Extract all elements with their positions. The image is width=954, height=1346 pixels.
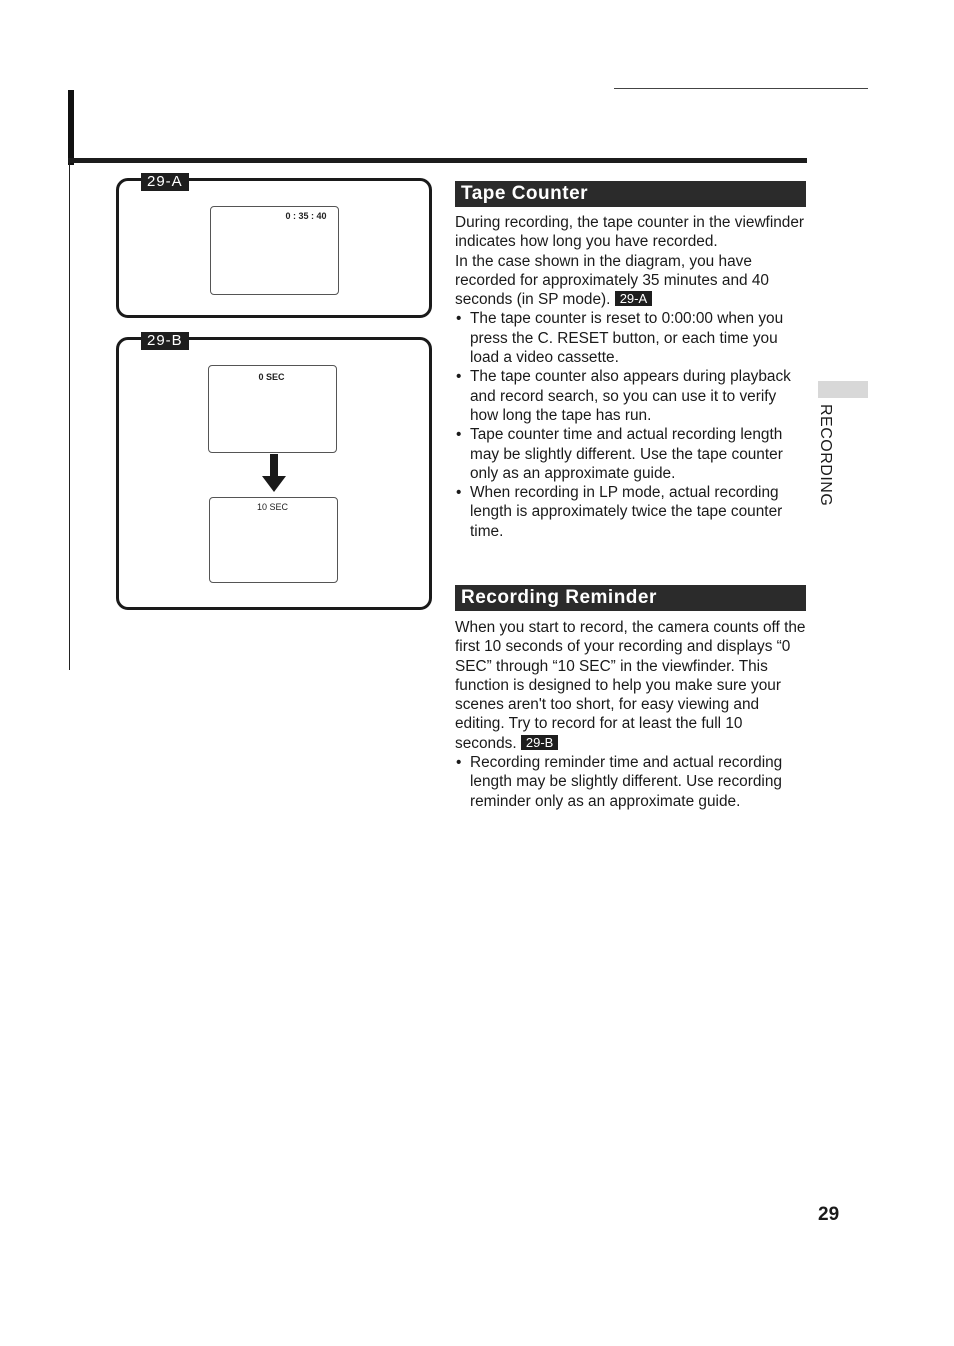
tape-counter-readout: 0 : 35 : 40	[285, 211, 327, 221]
top-right-rule	[614, 88, 868, 89]
figure-29b-panel	[116, 337, 432, 610]
chapter-tab-marker	[818, 381, 868, 398]
list-item: • Recording reminder time and actual recording length may be slightly different. Use recording reminder only as an approximate guide.	[455, 753, 807, 811]
viewfinder-screen	[210, 206, 339, 295]
viewfinder-screen-end	[209, 497, 338, 583]
list-item: • The tape counter also appears during playback and record search, so you can use it to verify how long the tape has run.	[455, 367, 807, 425]
list-item: • When recording in LP mode, actual recording length is approximately twice the tape counter time.	[455, 483, 807, 541]
recording-reminder-body: When you start to record, the camera counts off the first 10 seconds of your recording and displays “0 SEC” through “10 SEC” in the viewfinder. This function is designed to help you make sure your scenes aren't too short, for easy viewing and editing. Try to record for at least the full 10 seconds. 29-B	[455, 619, 806, 752]
tape-counter-notes	[455, 309, 807, 541]
tape-counter-intro: During recording, the tape counter in the viewfinder indicates how long you have recorded.	[455, 214, 805, 251]
viewfinder-screen-start	[208, 365, 337, 453]
tape-counter-section	[455, 213, 807, 541]
header-rule	[68, 158, 807, 163]
reminder-end-readout: 10 SEC	[256, 502, 289, 512]
figure-29b-tag: 29-B	[141, 332, 189, 350]
chapter-side-label: RECORDING	[817, 404, 834, 507]
tape-counter-heading: Tape Counter	[455, 181, 806, 207]
page-number: 29	[818, 1204, 840, 1225]
left-margin-bar	[68, 90, 74, 165]
figure-ref-29b: 29-B	[521, 735, 558, 750]
figure-29a-tag: 29-A	[141, 173, 189, 191]
recording-reminder-heading: Recording Reminder	[455, 585, 806, 611]
tape-counter-example: In the case shown in the diagram, you have recorded for approximately 35 minutes and 40 seconds (in SP mode). 29-A	[455, 252, 769, 309]
down-arrow-icon	[262, 454, 286, 494]
recording-reminder-notes	[455, 753, 807, 811]
left-margin-line	[69, 160, 70, 670]
reminder-start-readout: 0 SEC	[258, 372, 285, 382]
list-item: • The tape counter is reset to 0:00:00 when you press the C. RESET button, or each time you load a video cassette.	[455, 309, 807, 367]
figure-ref-29a: 29-A	[615, 291, 652, 306]
list-item: • Tape counter time and actual recording length may be slightly different. Use the tape counter only as an approximate guide.	[455, 425, 807, 483]
figure-29a-panel	[116, 178, 432, 318]
recording-reminder-section	[455, 618, 807, 811]
